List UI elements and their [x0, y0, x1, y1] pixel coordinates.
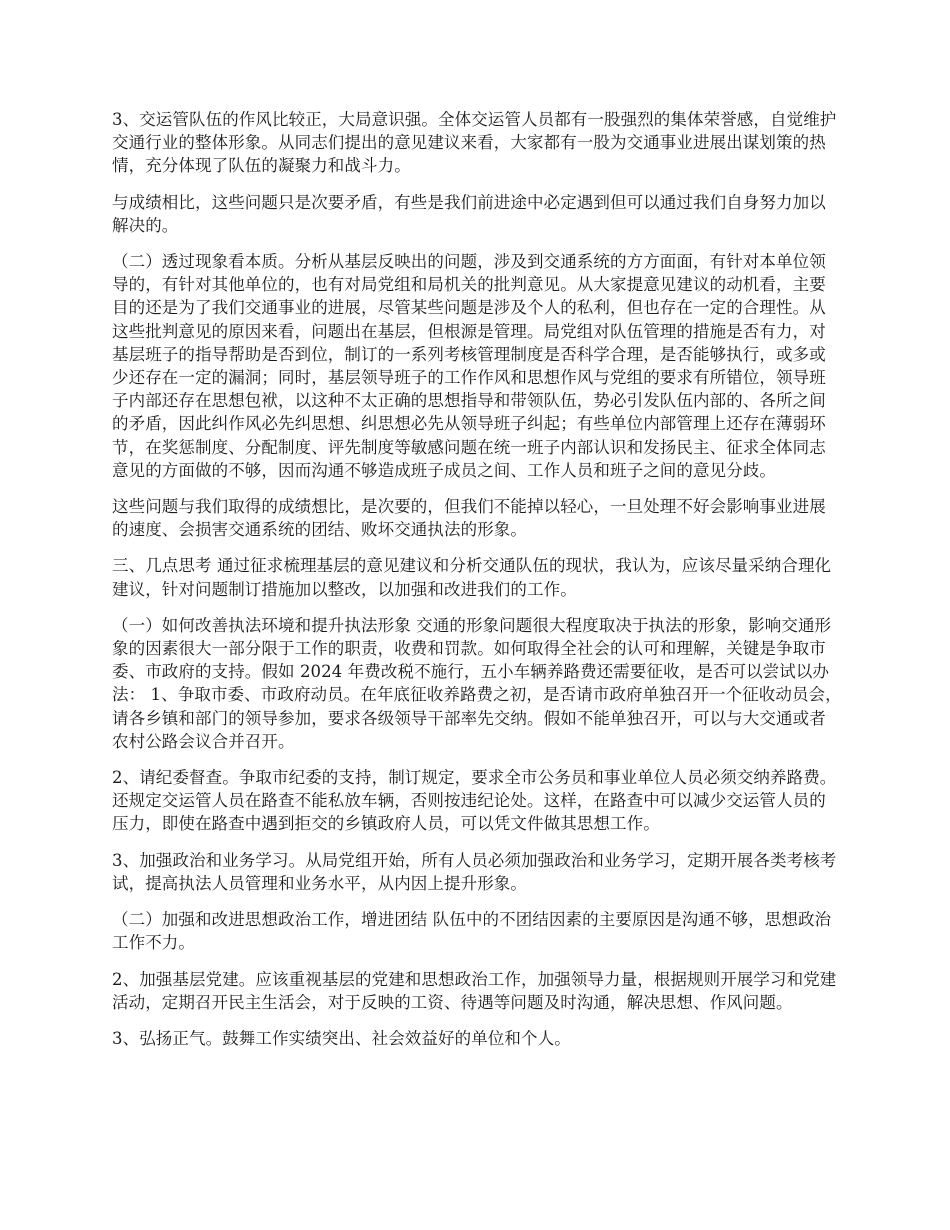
paragraph: 这些问题与我们取得的成绩想比，是次要的，但我们不能掉以轻心，一旦处理不好会影响事业进展的速度、会损害交通系统的团结、败坏交通执法的形象。 [112, 497, 826, 540]
paragraph: （二）透过现象看本质。分析从基层反映出的问题，涉及到交通系统的方方面面，有针对本单位领导的，有针对其他单位的，也有对局党组和局机关的批判意见。从大家提意见建议的动机看，主要目的还是为了我们交通事业的进展，尽管某些问题是涉及个人的私利，但也存在一定的合理性。从这些批判意见的原因来看，问题出在基层，但根源是管理。局党组对队伍管理的措施是否有力，对基层班子的指导帮助是否到位，制订的一系列考核管理制度是否科学合理，是否能够执行，或多或少还存在一定的漏洞；同时，基层领导班子的工作作风和思想作风与党组的要求有所错位，领导班子内部还存在思想包袱，以这种不太正确的思想指导和带领队伍，势必引发队伍内部的、各所之间的矛盾，因此纠作风必先纠思想、纠思想必先从领导班子纠起；有些单位内部管理上还存在薄弱环节，在奖惩制度、分配制度、评先制度等敏感问题在统一班子内部认识和发扬民主、征求全体同志意见的方面做的不够，因而沟通不够造成班子成员之间、工作人员和班子之间的意见分歧。 [112, 252, 826, 480]
paragraph: 与成绩相比，这些问题只是次要矛盾，有些是我们前进途中必定遇到但可以通过我们自身努力加以解决的。 [112, 192, 826, 235]
section-heading-paragraph: 三、几点思考 通过征求梳理基层的意见建议和分析交通队伍的现状，我认为，应该尽量采纳合理化建议，针对问题制订措施加以整改，以加强和改进我们的工作。 [112, 556, 832, 599]
paragraph: 2、加强基层党建。应该重视基层的党建和思想政治工作，加强领导力量，根据规则开展学习和党建活动，定期召开民主生活会，对于反映的工资、待遇等问题及时沟通，解决思想、作风问题。 [112, 969, 837, 1012]
paragraph: （一）如何改善执法环境和提升执法形象 交通的形象问题很大程度取决于执法的形象，影响交通形象的因素很大一部分限于工作的职责，收费和罚款。如何取得全社会的认可和理解，关键是争取市委、市政府的支持。假如 2024 年费改税不施行，五小车辆养路费还需要征收，是否可以尝试以办法： 1、争取市委、市政府动员。在年底征收养路费之初，是否请市政府单独召开一个征收动员会，请各乡镇和部门的领导参加，要求各级领导干部率先交纳。假如不能单独召开，可以与大交通或者农村公路会议合并召开。 [112, 615, 842, 751]
document-body [112, 108, 842, 1063]
paragraph: 3、交运管队伍的作风比较正，大局意识强。全体交运管人员都有一股强烈的集体荣誉感，自觉维护交通行业的整体形象。从同志们提出的意见建议来看，大家都有一股为交通事业进展出谋划策的热情，充分体现了队伍的凝聚力和战斗力。 [112, 110, 837, 176]
paragraph: 3、加强政治和业务学习。从局党组开始，所有人员必须加强政治和业务学习，定期开展各类考核考试，提高执法人员管理和业务水平，从内因上提升形象。 [112, 850, 837, 893]
paragraph: 2、请纪委督查。争取市纪委的支持，制订规定，要求全市公务员和事业单位人员必须交纳养路费。还规定交运管人员在路查不能私放车辆，否则按违纪论处。这样，在路查中可以减少交运管人员的压力，即使在路查中遇到拒交的乡镇政府人员，可以凭文件做其思想工作。 [112, 768, 837, 834]
paragraph: 3、弘扬正气。鼓舞工作实绩突出、社会效益好的单位和个人。 [112, 1028, 571, 1048]
paragraph: （二）加强和改进思想政治工作，增进团结 队伍中的不团结因素的主要原因是沟通不够，思想政治工作不力。 [112, 910, 832, 953]
